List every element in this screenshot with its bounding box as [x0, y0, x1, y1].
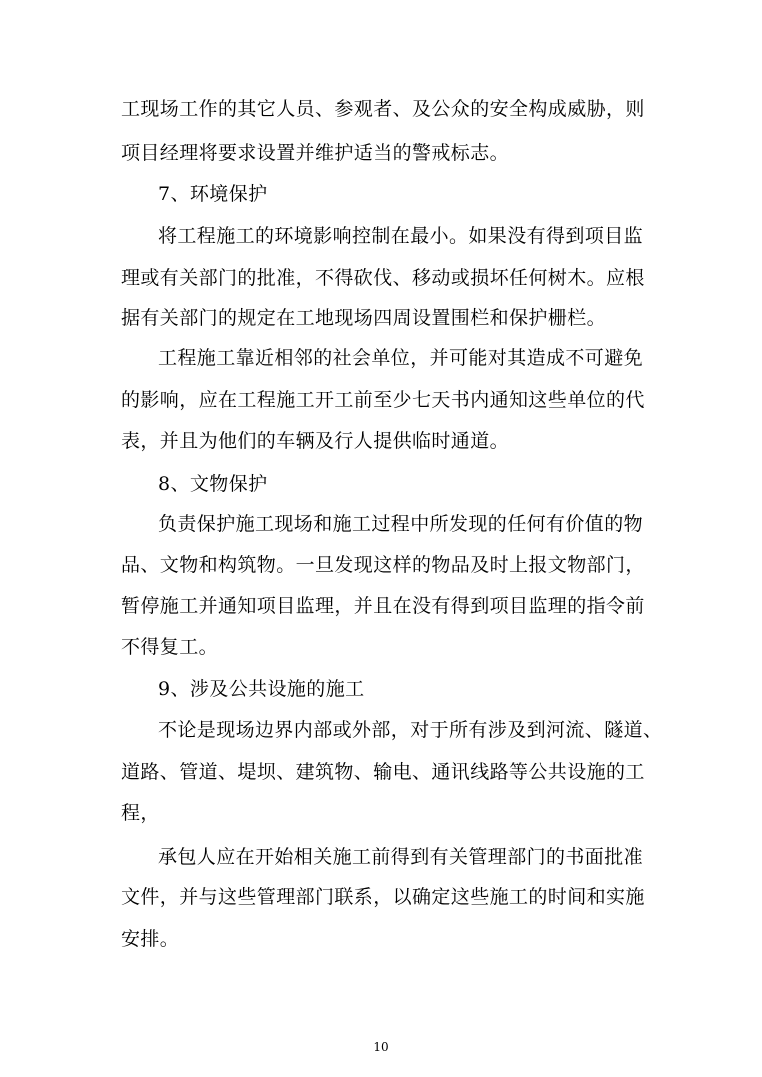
body-text-line: 负责保护施工现场和施工过程中所发现的任何有价值的物 — [158, 513, 644, 535]
body-text-line: 项目经理将要求设置并维护适当的警戒标志。 — [121, 142, 510, 164]
body-text-line: 的影响，应在工程施工开工前至少七天书内通知这些单位的代 — [121, 389, 645, 411]
body-text-line: 安排。 — [121, 928, 180, 950]
body-text-line: 理或有关部门的批准，不得砍伐、移动或损坏任何树木。应根 — [121, 267, 645, 289]
body-text-line: 承包人应在开始相关施工前得到有关管理部门的书面批准 — [158, 846, 644, 868]
body-text-line: 程， — [121, 802, 160, 824]
body-text-line: 道路、管道、堤坝、建筑物、输电、通讯线路等公共设施的工 — [121, 761, 645, 783]
body-text-line: 工现场工作的其它人员、参观者、及公众的安全构成威胁，则 — [121, 98, 645, 120]
body-text-line: 工程施工靠近相邻的社会单位，并可能对其造成不可避免 — [158, 347, 644, 369]
body-text-line: 据有关部门的规定在工地现场四周设置围栏和保护栅栏。 — [121, 307, 607, 329]
body-text-line: 暂停施工并通知项目监理，并且在没有得到项目监理的指令前 — [121, 595, 645, 617]
section-heading-cultural-relics-protection: 8、文物保护 — [158, 473, 268, 495]
page-number: 10 — [373, 1040, 389, 1054]
body-text-line: 将工程施工的环境影响控制在最小。如果没有得到项目监 — [158, 225, 644, 247]
body-text-line: 表，并且为他们的车辆及行人提供临时通道。 — [121, 430, 510, 452]
body-text-line: 品、文物和构筑物。一旦发现这样的物品及时上报文物部门， — [121, 554, 645, 576]
body-text-line: 文件，并与这些管理部门联系，以确定这些施工的时间和实施 — [121, 886, 645, 908]
section-heading-environmental-protection: 7、环境保护 — [158, 183, 268, 205]
body-text-line: 不论是现场边界内部或外部，对于所有涉及到河流、隧道、 — [158, 719, 663, 741]
section-heading-public-facilities: 9、涉及公共设施的施工 — [158, 678, 365, 700]
body-text-line: 不得复工。 — [121, 636, 219, 658]
